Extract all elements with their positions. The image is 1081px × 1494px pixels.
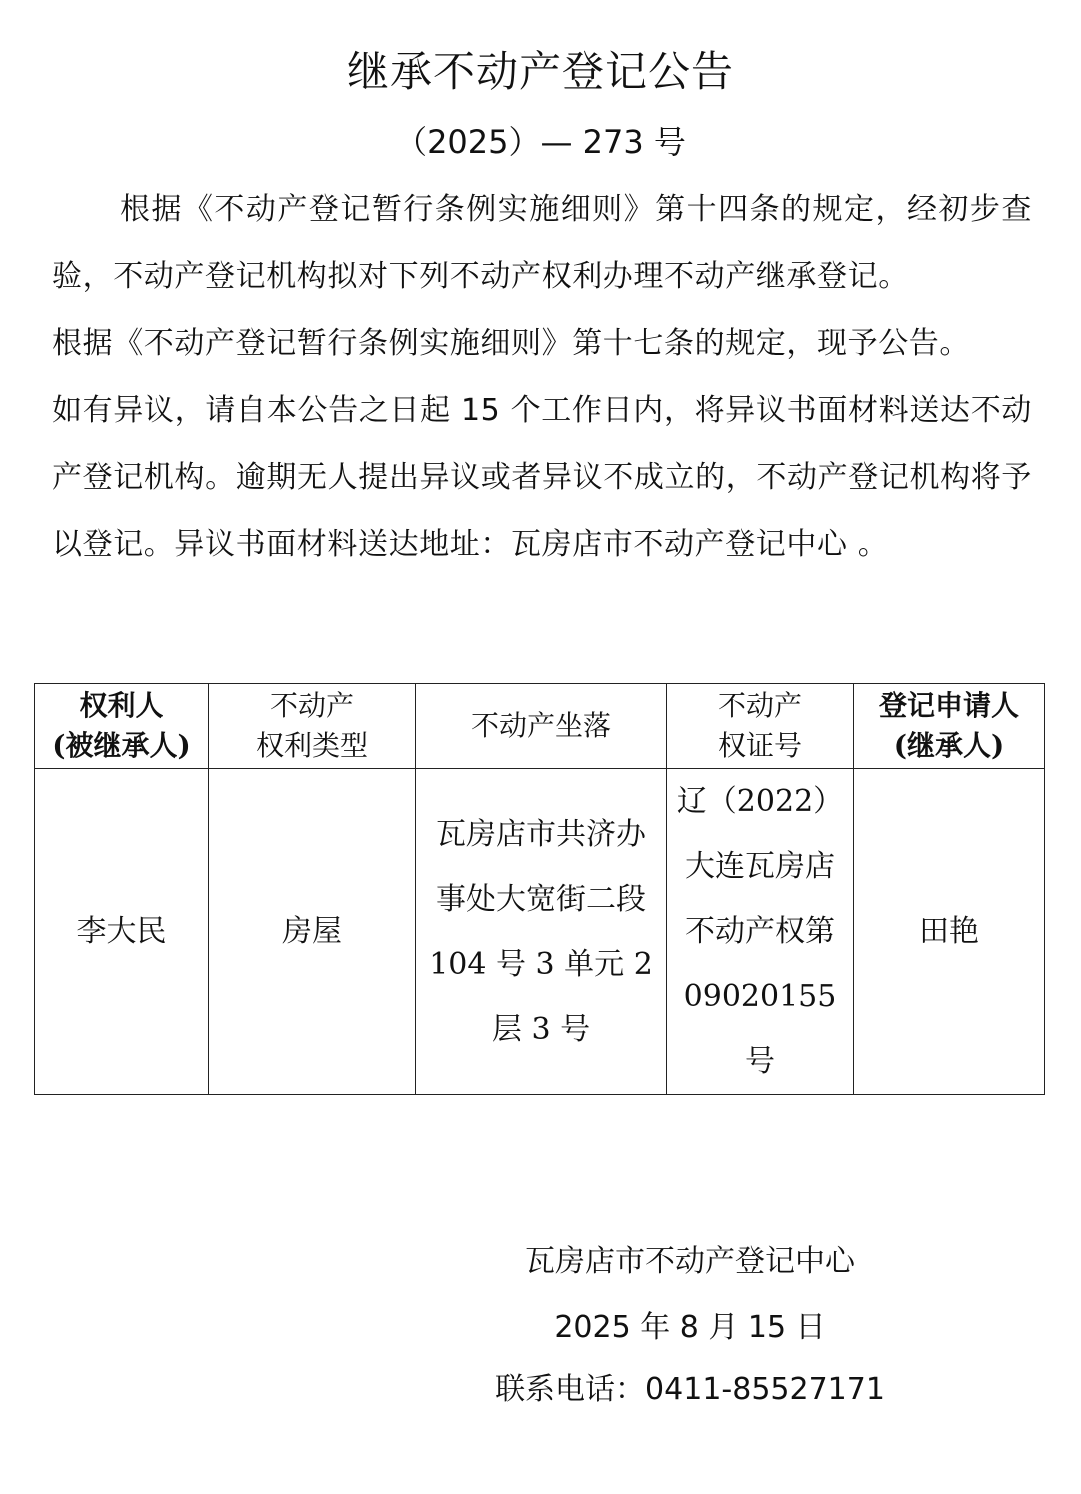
table-row — [35, 769, 1045, 1095]
cell-certificate: 辽（2022）大连瓦房店不动产权第 09020155 号 — [667, 769, 854, 1095]
header-certificate-line2: 权证号 — [717, 729, 802, 762]
header-holder-line1: 权利人 — [79, 689, 164, 722]
property-table — [34, 683, 1045, 1095]
cell-holder: 李大民 — [35, 769, 209, 1095]
notice-paragraph-1: 根据《不动产登记暂行条例实施细则》第十四条的规定，经初步查验，不动产登记机构拟对下列不动产权利办理不动产继承登记。 — [52, 192, 1032, 294]
header-location — [416, 684, 667, 769]
header-holder-line2: (被继承人) — [52, 729, 191, 762]
header-applicant — [854, 684, 1045, 769]
header-right-type — [209, 684, 416, 769]
notice-paragraph-3: 如有异议，请自本公告之日起 15 个工作日内，将异议书面材料送达不动产登记机构。逾期无人提出异议或者异议不成立的，不动产登记机构将予以登记。异议书面材料送达地址：瓦房店市不动产登记中心 。 — [52, 393, 1032, 562]
header-applicant-line2: (继承人) — [893, 729, 1005, 762]
notice-body — [52, 176, 1032, 578]
header-holder — [35, 684, 209, 769]
header-certificate — [667, 684, 854, 769]
footer-phone: 联系电话：0411-85527171 — [495, 1372, 885, 1407]
header-right-type-line1: 不动产 — [269, 689, 354, 722]
header-certificate-line1: 不动产 — [717, 689, 802, 722]
footer-organization: 瓦房店市不动产登记中心 — [525, 1244, 855, 1279]
notice-paragraph-2: 根据《不动产登记暂行条例实施细则》第十七条的规定，现予公告。 — [52, 326, 970, 361]
notice-number: （2025）— 273 号 — [395, 123, 686, 161]
cell-applicant: 田艳 — [854, 769, 1045, 1095]
header-location-line1: 不动产坐落 — [470, 709, 611, 742]
header-right-type-line2: 权利类型 — [255, 729, 368, 762]
footer-date: 2025 年 8 月 15 日 — [554, 1310, 826, 1345]
table-header-row — [35, 684, 1045, 769]
header-applicant-line1: 登记申请人 — [878, 689, 1019, 722]
cell-right-type: 房屋 — [209, 769, 416, 1095]
notice-title: 继承不动产登记公告 — [346, 47, 734, 96]
cell-location: 瓦房店市共济办事处大宽街二段 104 号 3 单元 2 层 3 号 — [416, 769, 667, 1095]
